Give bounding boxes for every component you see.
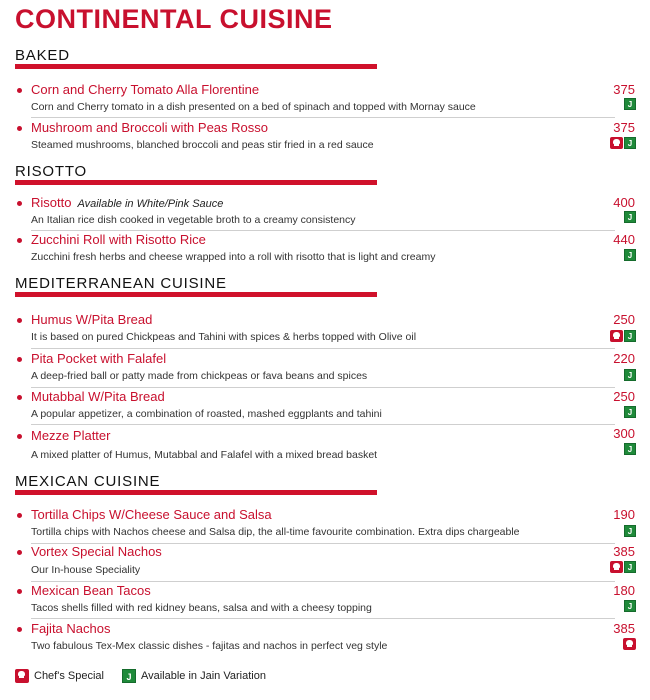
item-badges	[623, 638, 636, 650]
jain-icon: J	[624, 525, 636, 537]
jain-icon: J	[624, 249, 636, 261]
item-name: Mezze Platter	[31, 428, 111, 443]
jain-icon: J	[624, 211, 636, 223]
item-name: Tortilla Chips W/Cheese Sauce and Salsa	[31, 507, 272, 522]
item-badges	[624, 369, 636, 381]
item-divider	[31, 230, 615, 231]
item-price: 250	[613, 312, 635, 327]
chef-hat-icon	[623, 638, 636, 650]
bullet-icon	[17, 357, 22, 362]
legend-jain-label: Available in Jain Variation	[140, 670, 266, 682]
jain-icon: J	[624, 330, 636, 342]
chef-hat-icon	[610, 330, 623, 342]
item-badges	[624, 98, 636, 110]
item-divider	[31, 387, 615, 388]
item-badges	[624, 211, 636, 223]
jain-icon: J	[122, 669, 136, 683]
item-description: Corn and Cherry tomato in a dish presented on a bed of spinach and topped with Mornay sauce	[31, 101, 476, 113]
item-name: Vortex Special Nachos	[31, 544, 162, 559]
item-price: 375	[613, 82, 635, 97]
item-note: Available in White/Pink Sauce	[77, 198, 224, 210]
section-divider	[15, 64, 377, 69]
item-badges	[624, 600, 636, 612]
item-badges	[624, 406, 636, 418]
jain-icon: J	[624, 443, 636, 455]
jain-icon: J	[624, 561, 636, 573]
item-description: Tacos shells filled with red kidney beans, salsa and with a cheesy topping	[31, 602, 372, 614]
item-badges	[610, 137, 636, 149]
bullet-icon	[17, 589, 22, 594]
item-name: Humus W/Pita Bread	[31, 312, 153, 327]
item-badges	[624, 443, 636, 455]
jain-icon: J	[624, 369, 636, 381]
item-name: Mushroom and Broccoli with Peas Rosso	[31, 120, 268, 135]
item-price: 190	[613, 507, 635, 522]
section-heading-baked: BAKED	[15, 47, 70, 64]
item-description: Zucchini fresh herbs and cheese wrapped into a roll with risotto that is light and creamy	[31, 251, 436, 263]
item-price: 385	[613, 621, 635, 636]
bullet-icon	[17, 238, 22, 243]
item-badges	[610, 330, 636, 342]
bullet-icon	[17, 550, 22, 555]
chef-hat-icon	[610, 137, 623, 149]
item-price: 385	[613, 544, 635, 559]
item-description: An Italian rice dish cooked in vegetable broth to a creamy consistency	[31, 214, 356, 226]
item-price: 400	[613, 195, 635, 210]
item-name: Pita Pocket with Falafel	[31, 351, 167, 366]
bullet-icon	[17, 434, 22, 439]
item-badges	[624, 525, 636, 537]
chef-hat-icon	[610, 561, 623, 573]
item-price: 300	[613, 426, 635, 441]
page-title: CONTINENTAL CUISINE	[15, 4, 333, 34]
item-price: 440	[613, 232, 635, 247]
item-name: Mutabbal W/Pita Bread	[31, 389, 165, 404]
bullet-icon	[17, 513, 22, 518]
item-description: A popular appetizer, a combination of roasted, mashed eggplants and tahini	[31, 408, 382, 420]
item-description: Two fabulous Tex-Mex classic dishes - fajitas and nachos in perfect veg style	[31, 640, 388, 652]
bullet-icon	[17, 126, 22, 131]
item-divider	[31, 424, 615, 425]
item-divider	[31, 348, 615, 349]
section-divider	[15, 180, 377, 185]
item-badges	[610, 561, 636, 573]
section-heading-mexican: MEXICAN CUISINE	[15, 473, 161, 490]
bullet-icon	[17, 88, 22, 93]
item-description: It is based on pured Chickpeas and Tahini with spices & herbs topped with Olive oil	[31, 331, 417, 343]
item-name: Risotto Available in White/Pink Sauce	[31, 195, 224, 210]
jain-icon: J	[624, 98, 636, 110]
bullet-icon	[17, 318, 22, 323]
item-divider	[31, 581, 615, 582]
jain-icon: J	[624, 137, 636, 149]
section-heading-mediterranean: MEDITERRANEAN CUISINE	[15, 275, 227, 292]
bullet-icon	[17, 201, 22, 206]
bullet-icon	[17, 395, 22, 400]
item-divider	[31, 117, 615, 118]
item-description: Steamed mushrooms, blanched broccoli and peas stir fried in a red sauce	[31, 139, 374, 151]
item-name: Corn and Cherry Tomato Alla Florentine	[31, 82, 260, 97]
jain-icon: J	[624, 406, 636, 418]
item-description: A mixed platter of Humus, Mutabbal and Falafel with a mixed bread basket	[31, 449, 378, 461]
jain-icon: J	[624, 600, 636, 612]
item-name: Fajita Nachos	[31, 621, 111, 636]
item-price: 180	[613, 583, 635, 598]
item-price: 220	[613, 351, 635, 366]
item-name: Zucchini Roll with Risotto Rice	[31, 232, 206, 247]
item-name: Mexican Bean Tacos	[31, 583, 151, 598]
item-description: Tortilla chips with Nachos cheese and Salsa dip, the all-time favourite combination. Extra dips chargeable	[31, 526, 520, 538]
chef-hat-icon	[15, 669, 29, 683]
item-price: 375	[613, 120, 635, 135]
section-divider	[15, 490, 377, 495]
item-badges	[624, 249, 636, 261]
item-divider	[31, 618, 615, 619]
section-heading-risotto: RISOTTO	[15, 163, 87, 180]
item-description: Our In-house Speciality	[31, 564, 141, 576]
item-price: 250	[613, 389, 635, 404]
item-description: A deep-fried ball or patty made from chickpeas or fava beans and spices	[31, 370, 368, 382]
legend-chef-label: Chef's Special	[34, 670, 104, 682]
section-divider	[15, 292, 377, 297]
bullet-icon	[17, 627, 22, 632]
legend	[15, 669, 284, 683]
